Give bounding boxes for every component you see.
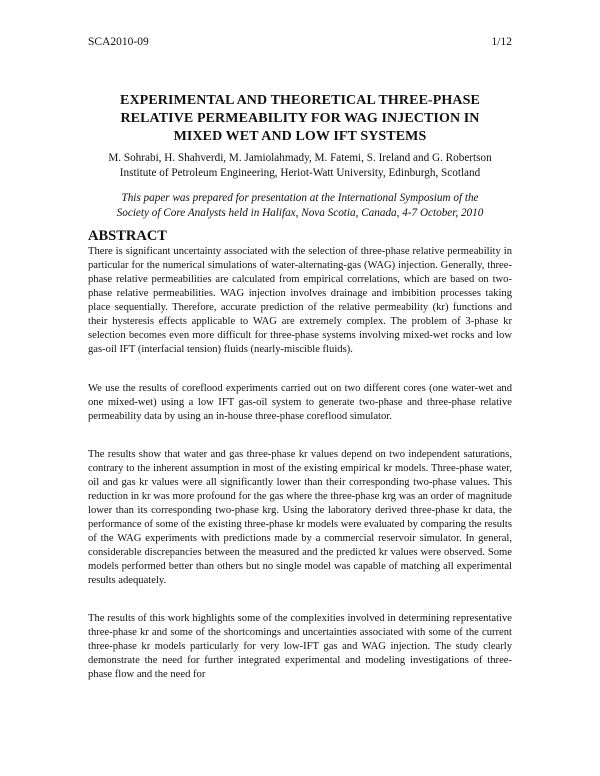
paper-title: [60, 92, 540, 146]
title-line: RELATIVE PERMEABILITY FOR WAG INJECTION IN: [120, 111, 480, 126]
presentation-note-line: This paper was prepared for presentation at the International Symposium of the: [121, 192, 479, 204]
author-affiliation: Institute of Petroleum Engineering, Heriot-Watt University, Edinburgh, Scotland: [119, 167, 481, 179]
title-line: EXPERIMENTAL AND THEORETICAL THREE-PHASE: [120, 93, 480, 108]
abstract-paragraph: There is significant uncertainty associated with the selection of three-phase relative permeability in particular for the numerical simulations of water-alternating-gas (WAG) injection. Generally, three-phase relative permeabilities are calculated from empirical correlations, which are based on two-phase relative permeabilities. WAG injection involves drainage and imbibition processes taking place sequentially. Therefore, accurate prediction of the relative permeability (kr) functions and their hysteresis effects applicable to WAG are extremely complex. The problem of 3-phase kr selection becomes even more difficult for three-phase systems involving mixed-wet rocks and low gas-oil IFT (interfacial tension) fluids (nearly-miscible fluids).: [88, 246, 512, 355]
abstract-paragraph: We use the results of coreflood experiments carried out on two different cores (one water-wet and one mixed-wet) using a low IFT gas-oil system to generate two-phase and three-phase relative permeability data by using an in-house three-phase coreflood simulator.: [88, 383, 512, 422]
presentation-note-line: Society of Core Analysts held in Halifax, Nova Scotia, Canada, 4-7 October, 2010: [116, 207, 484, 219]
presentation-note: [60, 191, 540, 221]
abstract-heading: ABSTRACT: [88, 228, 167, 244]
page-number-header: 1/12: [491, 36, 512, 48]
paper-id-header: SCA2010-09: [88, 36, 149, 48]
abstract-paragraph: The results of this work highlights some of the complexities involved in determining representative three-phase kr and some of the shortcomings and uncertainties associated with some of the current three-phase kr models particularly for very low-IFT gas and WAG injection. The study clearly demonstrate the need for further integrated experimental and modeling investigations of three-phase flow and the need for: [88, 613, 512, 680]
abstract-paragraph: The results show that water and gas three-phase kr values depend on two independent saturations, contrary to the inherent assumption in most of the existing empirical kr models. Three-phase water, oil and gas kr values were all significantly lower than their corresponding two-phase values. This reduction in kr was more profound for the gas where the three-phase krg was an order of magnitude lower than its corresponding two-phase krg. Using the laboratory derived three-phase kr data, the performance of some of the existing three-phase kr models were evaluated by comparing the results of the WAG experiments with predictions made by a commercial reservoir simulator. In general, considerable discrepancies between the measured and the predicted kr values were observed. Some models performed better than others but no single model was capable of matching all experimental results adequately.: [88, 449, 512, 586]
title-line: MIXED WET AND LOW IFT SYSTEMS: [173, 129, 427, 144]
author-block: [60, 151, 540, 181]
author-names: M. Sohrabi, H. Shahverdi, M. Jamiolahmady, M. Fatemi, S. Ireland and G. Robertson: [108, 152, 492, 164]
